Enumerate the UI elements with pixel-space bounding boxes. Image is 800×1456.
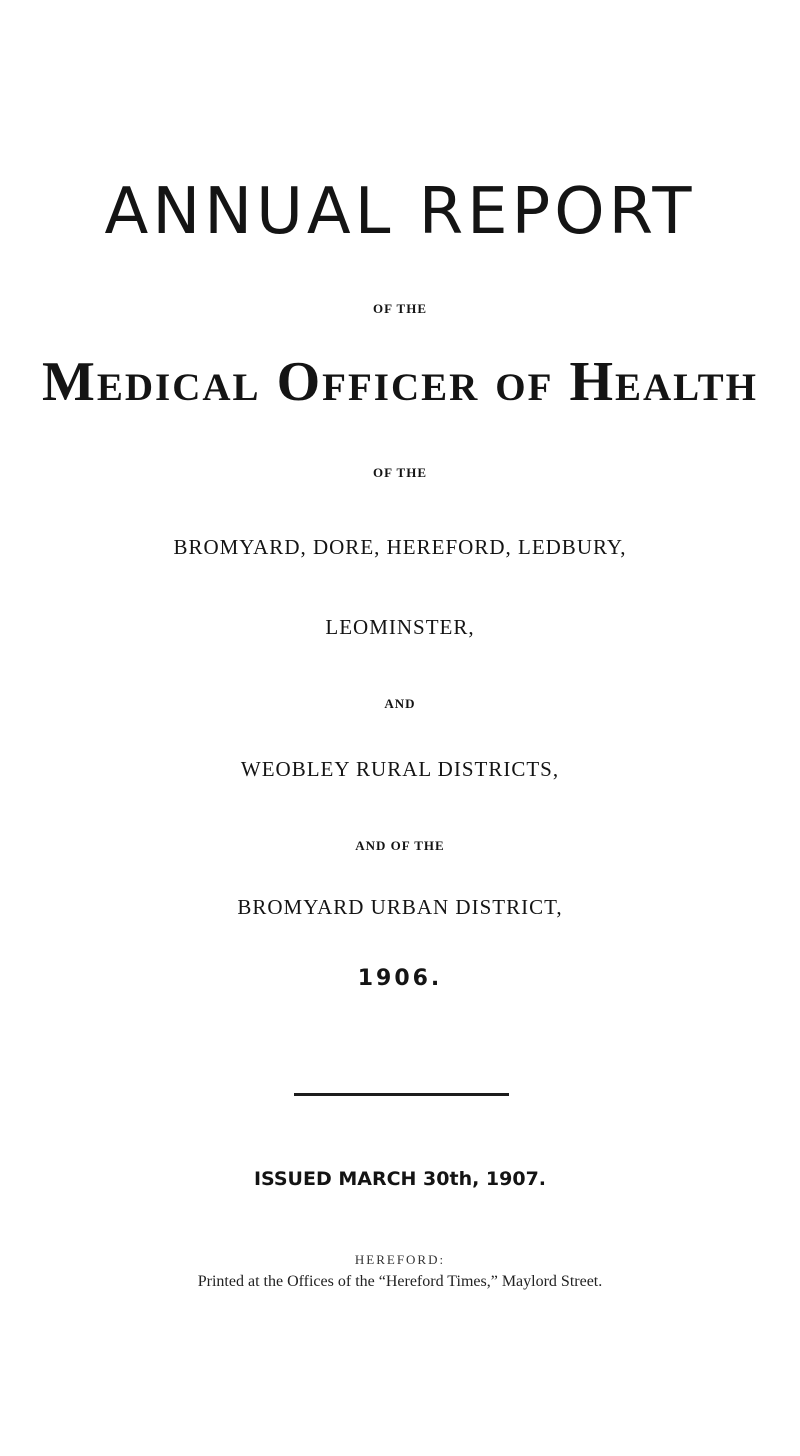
- divider-rule: [294, 1093, 509, 1096]
- districts-line-3: WEOBLEY RURAL DISTRICTS,: [240, 757, 560, 781]
- report-heading: Medical Officer of Health: [42, 351, 758, 413]
- issued-date: ISSUED MARCH 30th, 1907.: [253, 1168, 547, 1190]
- printer-imprint: Printed at the Offices of the “Hereford Times,” Maylord Street.: [197, 1273, 603, 1290]
- and-of-the-label: AND OF THE: [355, 838, 445, 853]
- printer-city: HEREFORD:: [354, 1252, 446, 1267]
- districts-line-2: LEOMINSTER,: [325, 615, 475, 639]
- districts-line-1: BROMYARD, DORE, HEREFORD, LEDBURY,: [173, 535, 627, 559]
- and-label: AND: [384, 696, 416, 711]
- of-the-label: OF THE: [372, 301, 428, 316]
- report-title: ANNUAL REPORT: [104, 175, 696, 249]
- districts-line-4: BROMYARD URBAN DISTRICT,: [237, 895, 563, 919]
- of-the-label-2: OF THE: [372, 465, 428, 480]
- report-year: 1906.: [357, 966, 443, 991]
